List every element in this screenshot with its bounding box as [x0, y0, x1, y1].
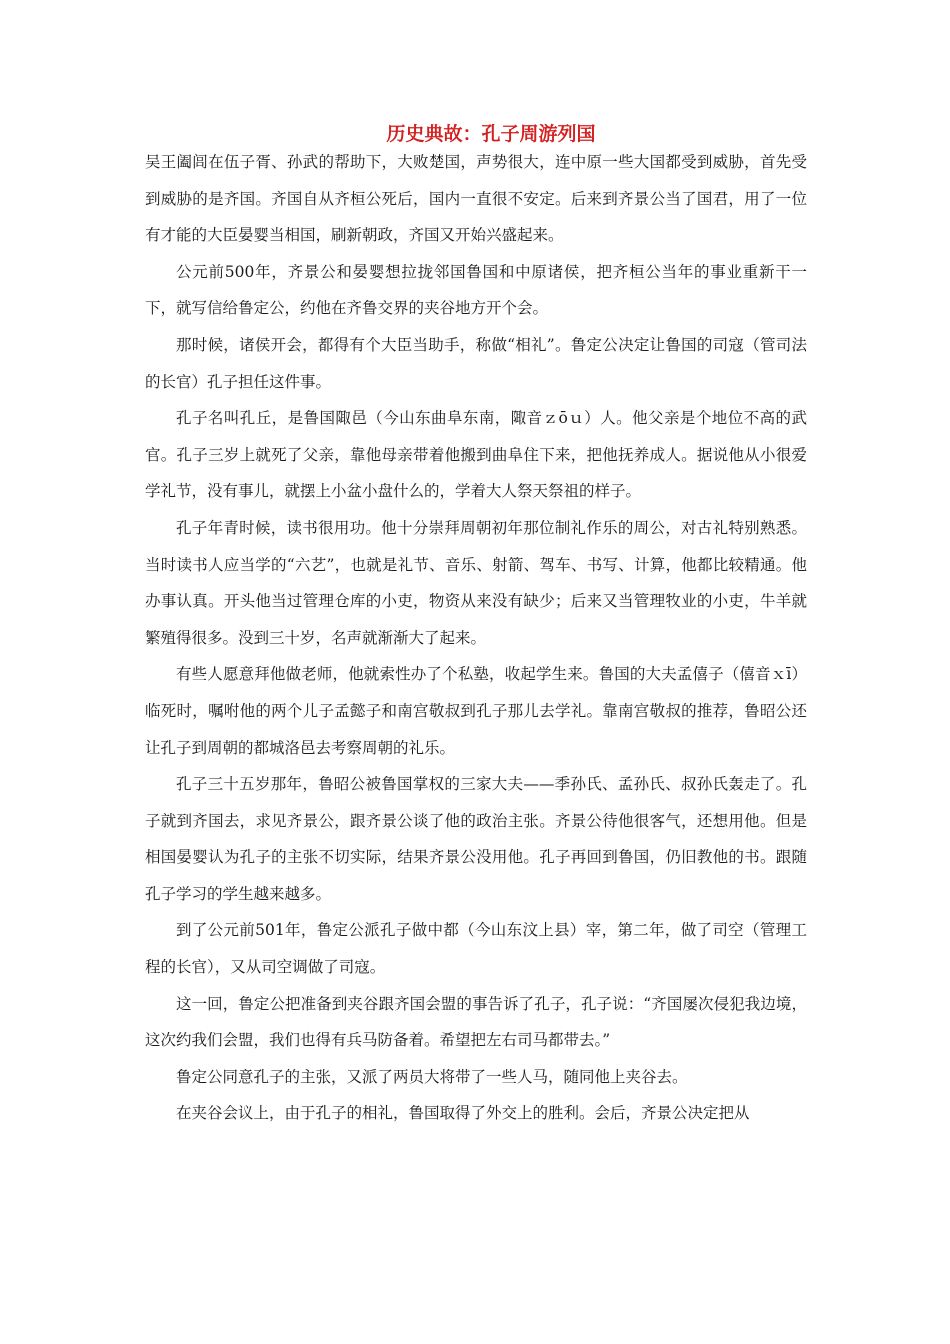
paragraph-8: 到了公元前501年，鲁定公派孔子做中都（今山东汶上县）宰，第二年，做了司空（管理工程的长官），又从司空调做了司寇。: [145, 921, 807, 977]
document-title: 历史典故：孔子周游列国: [386, 123, 596, 145]
paragraph-11: 在夹谷会议上，由于孔子的相礼，鲁国取得了外交上的胜利。会后，齐景公决定把从: [176, 1104, 750, 1123]
paragraph-2: 公元前500年，齐景公和晏婴想拉拢邻国鲁国和中原诸侯，把齐桓公当年的事业重新干一下，就写信给鲁定公，约他在齐鲁交界的夹谷地方开个会。: [145, 262, 807, 318]
paragraph-7: 孔子三十五岁那年，鲁昭公被鲁国掌权的三家大夫——季孙氏、孟孙氏、叔孙氏轰走了。孔子就到齐国去，求见齐景公，跟齐景公谈了他的政治主张。齐景公待他很客气，还想用他。但是相国晏婴认为孔子的主张不切实际，结果齐景公没用他。孔子再回到鲁国，仍旧教他的书。跟随孔子学习的学生越来越多。: [145, 775, 807, 903]
paragraph-4: 孔子名叫孔丘，是鲁国陬邑（今山东曲阜东南，陬音ｚōｕ）人。他父亲是个地位不高的武官。孔子三岁上就死了父亲，靠他母亲带着他搬到曲阜住下来，把他抚养成人。据说他从小很爱学礼节，没有事儿，就摆上小盆小盘什么的，学着大人祭天祭祖的样子。: [145, 409, 807, 501]
paragraph-9: 这一回，鲁定公把准备到夹谷跟齐国会盟的事告诉了孔子，孔子说：“齐国屡次侵犯我边境，这次约我们会盟，我们也得有兵马防备着。希望把左右司马都带去。”: [145, 994, 807, 1050]
paragraph-10: 鲁定公同意孔子的主张，又派了两员大将带了一些人马，随同他上夹谷去。: [176, 1067, 688, 1086]
paragraph-6: 有些人愿意拜他做老师，他就索性办了个私塾，收起学生来。鲁国的大夫孟僖子（僖音ｘī）临死时，嘱咐他的两个儿子孟懿子和南宫敬叔到孔子那儿去学礼。靠南宫敬叔的推荐，鲁昭公还让孔子到周朝的都城洛邑去考察周朝的礼乐。: [145, 665, 807, 757]
document-page: [145, 120, 807, 1132]
paragraph-3: 那时候，诸侯开会，都得有个大臣当助手，称做“相礼”。鲁定公决定让鲁国的司寇（管司法的长官）孔子担任这件事。: [145, 335, 807, 391]
paragraph-5: 孔子年青时候，读书很用功。他十分崇拜周朝初年那位制礼作乐的周公，对古礼特别熟悉。当时读书人应当学的“六艺”，也就是礼节、音乐、射箭、驾车、书写、计算，他都比较精通。他办事认真。开头他当过管理仓库的小吏，物资从来没有缺少；后来又当管理牧业的小吏，牛羊就繁殖得很多。没到三十岁，名声就渐渐大了起来。: [145, 518, 807, 647]
paragraph-1: 吴王阖闾在伍子胥、孙武的帮助下，大败楚国，声势很大，连中原一些大国都受到威胁，首先受到威胁的是齐国。齐国自从齐桓公死后，国内一直很不安定。后来到齐景公当了国君，用了一位有才能的大臣晏婴当相国，刷新朝政，齐国又开始兴盛起来。: [145, 153, 807, 245]
